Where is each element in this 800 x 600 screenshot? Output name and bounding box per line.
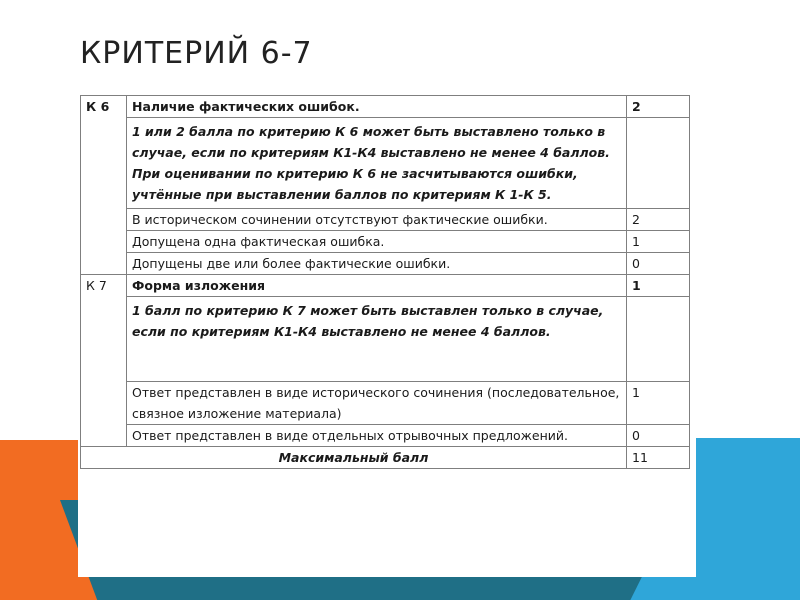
- total-label: Максимальный балл: [81, 447, 627, 469]
- level-text: Ответ представлен в виде отдельных отрывочных предложений.: [127, 425, 627, 447]
- table-row: [81, 253, 690, 275]
- level-text: В историческом сочинении отсутствуют фактические ошибки.: [127, 209, 627, 231]
- table-row: [81, 297, 690, 382]
- empty-score-cell: [627, 118, 690, 209]
- level-score: 1: [627, 382, 690, 425]
- level-score: 0: [627, 425, 690, 447]
- level-text: Допущена одна фактическая ошибка.: [127, 231, 627, 253]
- criterion-code: К 7: [81, 275, 127, 447]
- table-row: [81, 275, 690, 297]
- criterion-note: [127, 118, 627, 209]
- level-score: 0: [627, 253, 690, 275]
- criterion-max-score: 1: [627, 275, 690, 297]
- total-score: 11: [627, 447, 690, 469]
- criterion-note-1: 1 балл по критерию К 7 может быть выставлен только в случае, если по критериям К1-К4 выставлено не менее 4 баллов.: [132, 303, 604, 339]
- criterion-note: [127, 297, 627, 382]
- table-row: [81, 447, 690, 469]
- criterion-name: Наличие фактических ошибок.: [127, 96, 627, 118]
- table-row: [81, 231, 690, 253]
- level-score: 2: [627, 209, 690, 231]
- empty-score-cell: [627, 297, 690, 382]
- table-row: [81, 209, 690, 231]
- criterion-code: К 6: [81, 96, 127, 275]
- table-row: [81, 96, 690, 118]
- table-row: [81, 382, 690, 425]
- level-text: Ответ представлен в виде исторического сочинения (последовательное, связное изложение материала): [127, 382, 627, 425]
- criterion-max-score: 2: [627, 96, 690, 118]
- slide-title: КРИТЕРИЙ 6-7: [80, 36, 313, 71]
- table-row: [81, 425, 690, 447]
- level-text: Допущены две или более фактические ошибки.: [127, 253, 627, 275]
- criteria-table: [80, 95, 690, 469]
- criterion-name: Форма изложения: [127, 275, 627, 297]
- table-row: [81, 118, 690, 209]
- level-score: 1: [627, 231, 690, 253]
- criterion-note-1: 1 или 2 балла по критерию К 6 может быть выставлено только в случае, если по критериям К1-К4 выставлено не менее 4 баллов.: [132, 124, 610, 160]
- criterion-note-2: При оценивании по критерию К 6 не засчитываются ошибки, учтённые при выставлении баллов по критериям К 1-К 5.: [132, 166, 578, 202]
